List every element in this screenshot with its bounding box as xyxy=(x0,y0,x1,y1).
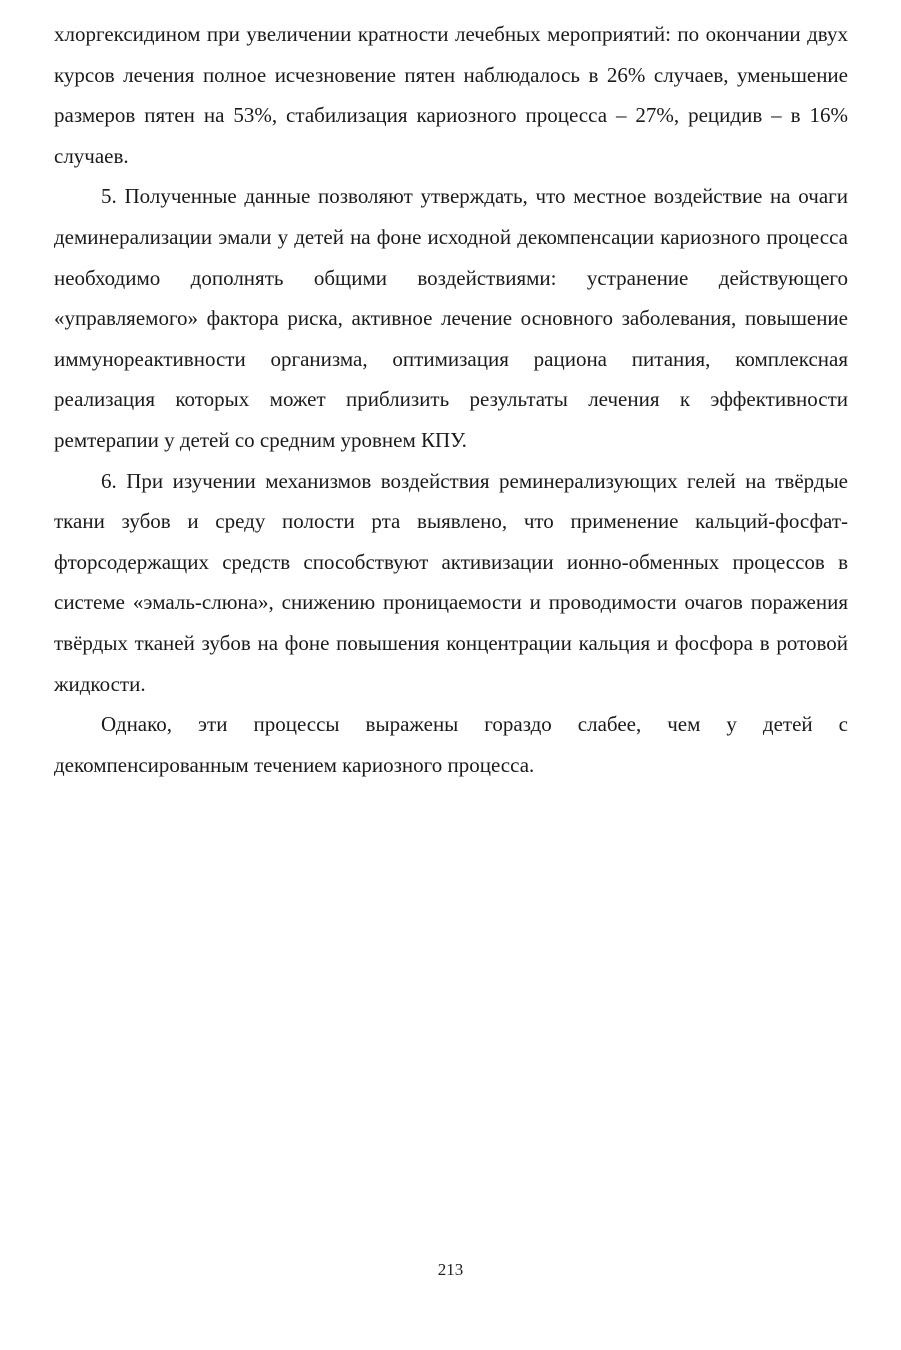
paragraph-conclusion: Однако, эти процессы выражены гораздо слабее, чем у детей с декомпенсированным течением кариозного процесса. xyxy=(54,712,848,777)
page-number: 213 xyxy=(437,1260,464,1279)
paragraph-point-5: 5. Полученные данные позволяют утверждать, что местное воздействие на очаги деминерализации эмали у детей на фоне исходной декомпенсации кариозного процесса необходимо дополнять общими воздействиями: устранение действующего «управляемого» фактора риска, активное лечение основного заболевания, повышение иммунореактивности организма, оптимизация рациона питания, комплексная реализация которых может приблизить результаты лечения к эффективности ремтерапии у детей со средним уровнем КПУ. xyxy=(54,184,848,452)
paragraph-continuation: хлоргексидином при увеличении кратности лечебных мероприятий: по окончании двух курсов лечения полное исчезновение пятен наблюдалось в 26% случаев, уменьшение размеров пятен на 53%, стабилизация кариозного процесса – 27%, рецидив – в 16% случаев. xyxy=(54,22,848,168)
body-text xyxy=(54,14,848,785)
paragraph-point-6: 6. При изучении механизмов воздействия реминерализующих гелей на твёрдые ткани зубов и среду полости рта выявлено, что применение кальций-фосфат-фторсодержащих средств способствуют активизации ионно-обменных процессов в системе «эмаль-слюна», снижению проницаемости и проводимости очагов поражения твёрдых тканей зубов на фоне повышения концентрации кальция и фосфора в ротовой жидкости. xyxy=(54,468,848,696)
